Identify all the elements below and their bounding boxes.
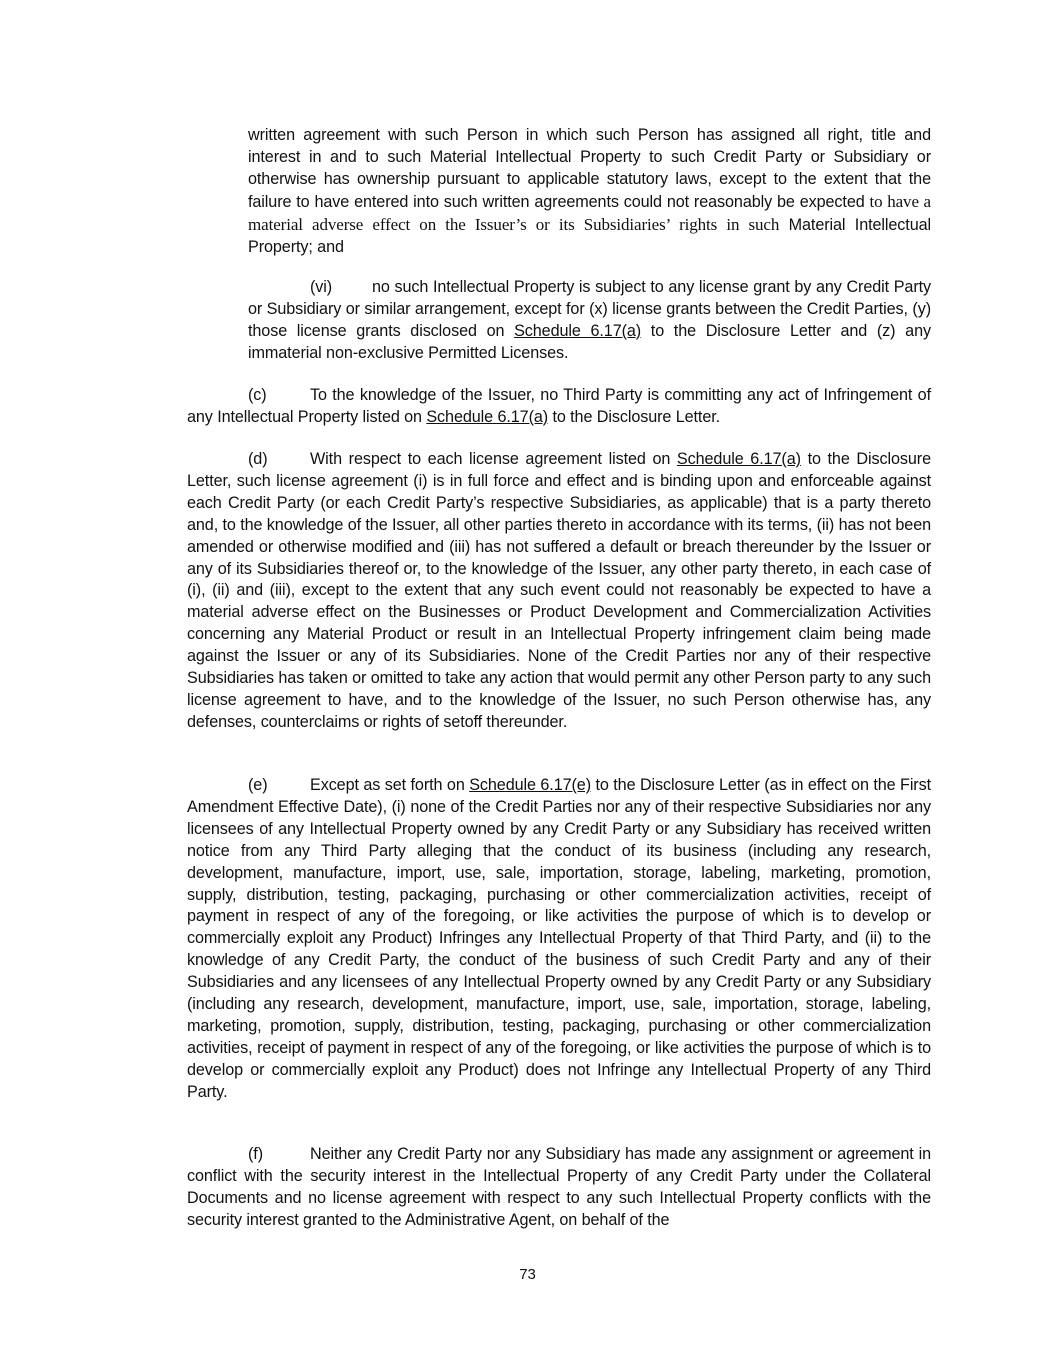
paragraph-d <box>187 449 931 734</box>
paragraph-text: Material Intellectual Property; and <box>248 215 931 256</box>
schedule-reference: Schedule 6.17(a) <box>514 321 642 340</box>
paragraph-text: to the Disclosure Letter, such license agreement (i) is in full force and effect and is binding upon and enforceable against each Credit Party (or each Credit Party’s respective Subsidiaries, as applicable) that is a party thereto and, to the knowledge of the Issuer, all other parties thereto in accordance with its terms, (ii) has not been amended or otherwise modified and (iii) has not suffered a default or breach thereunder by the Issuer or any of its Subsidiaries thereof or, to the knowledge of the Issuer, any other party thereto, in each case of (i), (ii) and (iii), except to the extent that any such event could not reasonably be expected to have a material adverse effect on the Businesses or Product Development and Commercialization Activities concerning any Material Product or result in an Intellectual Property infringement claim being made against the Issuer or any of its Subsidiaries. None of the Credit Parties nor any of their respective Subsidiaries has taken or omitted to take any action that would permit any other Person party to any such license agreement to have, and to the knowledge of the Issuer, no such Person otherwise has, any defenses, counterclaims or rights of setoff thereunder. <box>187 450 931 731</box>
paragraph-text: to the Disclosure Letter. <box>548 407 721 426</box>
schedule-reference: Schedule 6.17(a) <box>676 450 801 468</box>
paragraph-text: To the knowledge of the Issuer, no Third Party is committing any act of Infringement of any Intellectual Property listed on <box>187 386 931 426</box>
schedule-reference: Schedule 6.17(e) <box>469 776 591 794</box>
paragraph-f <box>187 1144 931 1232</box>
item-label: (vi) <box>310 278 333 296</box>
paragraph-continuation <box>248 125 931 258</box>
paragraph-text: no such Intellectual Property is subject to any license grant by any Credit Party or Subsidiary or similar arrangement, except for (x) license grants between the Credit Parties, (y) those license grants disclosed on <box>248 278 931 340</box>
paragraph-text-serif: to have a material adverse effect on the Issuer’s or its Subsidiaries’ rights in such <box>248 191 931 234</box>
item-label: (c) <box>248 386 267 404</box>
paragraph-text: Neither any Credit Party nor any Subsidiary has made any assignment or agreement in conflict with the security interest in the Intellectual Property of any Credit Party under the Collateral Documents and no license agreement with respect to any such Intellectual Property conflicts with the security interest granted to the Administrative Agent, on behalf of the <box>187 1145 931 1229</box>
paragraph-c <box>187 385 931 429</box>
paragraph-text: Except as set forth on <box>310 776 470 794</box>
paragraph-text: to the Disclosure Letter (as in effect on the First Amendment Effective Date), (i) none of the Credit Parties nor any of their respective Subsidiaries nor any licensees of any Intellectual Property owned by any Credit Party or any Subsidiary has received written notice from any Third Party alleging that the conduct of its business (including any research, development, manufacture, import, use, sale, importation, storage, labeling, marketing, promotion, supply, distribution, testing, packaging, purchasing or other commercialization activities, receipt of payment in respect of any of the foregoing, or like activities the purpose of which is to develop or commercially exploit any Product) Infringes any Intellectual Property of that Third Party, and (ii) to the knowledge of any Credit Party, the conduct of the business of such Credit Party and any of their Subsidiaries and any licensees of any Intellectual Property owned by any Credit Party or any Subsidiary (including any research, development, manufacture, import, use, sale, importation, storage, labeling, marketing, promotion, supply, distribution, testing, packaging, purchasing or other commercialization activities, receipt of payment in respect of any of the foregoing, or like activities the purpose of which is to develop or commercially exploit any Product) does not Infringe any Intellectual Property of any Third Party. <box>187 776 931 1101</box>
item-label: (f) <box>248 1145 263 1163</box>
item-label: (e) <box>248 776 268 794</box>
paragraph-text: written agreement with such Person in which such Person has assigned all right, title and interest in and to such Material Intellectual Property to such Credit Party or Subsidiary or otherwise has ownership pursuant to applicable statutory laws, except to the extent that the failure to have entered into such written agreements could not reasonably be expected <box>248 126 931 211</box>
paragraph-text: to the Disclosure Letter and (z) any immaterial non-exclusive Permitted Licenses. <box>248 321 931 362</box>
page-number: 73 <box>519 1266 536 1283</box>
item-label: (d) <box>248 450 268 468</box>
paragraph-e <box>187 775 931 1104</box>
schedule-reference: Schedule 6.17(a) <box>426 407 549 426</box>
paragraph-text: With respect to each license agreement listed on <box>310 450 677 468</box>
paragraph-vi <box>248 277 931 365</box>
